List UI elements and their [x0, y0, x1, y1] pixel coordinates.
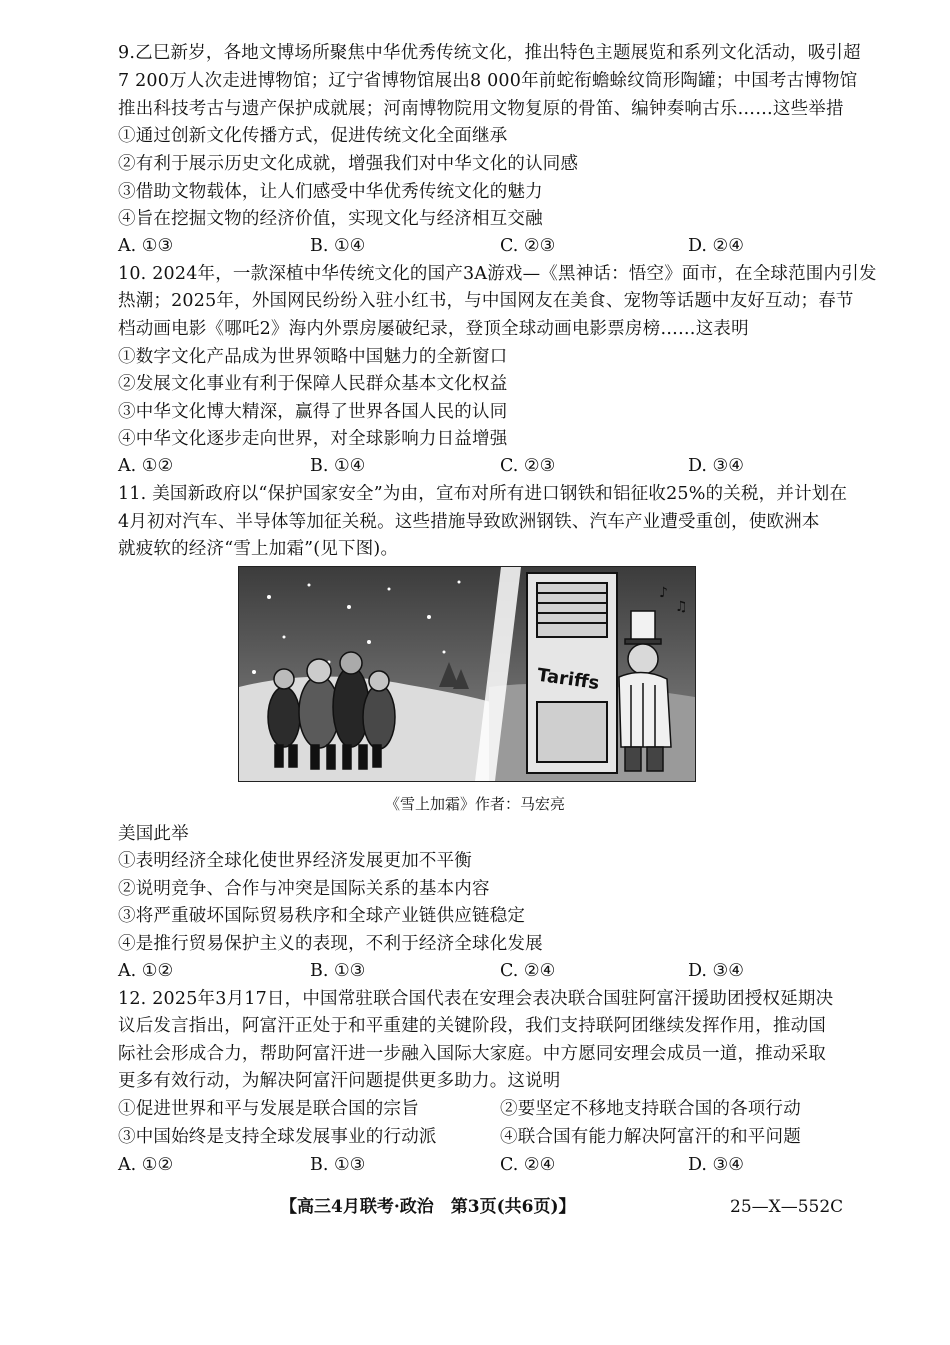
- svg-text:♫: ♫: [675, 599, 688, 615]
- q9-statement-1: ①通过创新文化传播方式，促进传统文化全面继承: [118, 126, 508, 146]
- q12-line-2: 议后发言指出，阿富汗正处于和平重建的关键阶段，我们支持联阿团继续发挥作用，推动国: [118, 1016, 826, 1036]
- q12-statement-4: ④联合国有能力解决阿富汗的和平问题: [500, 1127, 801, 1147]
- q10-options: [118, 454, 838, 478]
- q9-option-c[interactable]: C. ②③: [500, 236, 556, 256]
- q9-option-b[interactable]: B. ①④: [310, 236, 366, 256]
- q9-option-a[interactable]: A. ①③: [118, 236, 174, 256]
- q11-statement-4: ④是推行贸易保护主义的表现，不利于经济全球化发展: [118, 934, 543, 954]
- q10-option-c[interactable]: C. ②③: [500, 456, 556, 476]
- tariffs-sign: Tariffs: [535, 664, 601, 695]
- q11-option-b[interactable]: B. ①③: [310, 961, 366, 981]
- footer-code: 25—X—552C: [730, 1197, 844, 1217]
- q11-statement-3: ③将严重破坏国际贸易秩序和全球产业链供应链稳定: [118, 906, 526, 926]
- q11-option-d[interactable]: D. ③④: [688, 961, 744, 981]
- q11-options: [118, 959, 838, 983]
- q9-line-1: 9.乙巳新岁，各地文博场所聚焦中华优秀传统文化，推出特色主题展览和系列文化活动，吸引超: [118, 43, 861, 63]
- q10-option-a[interactable]: A. ①②: [118, 456, 174, 476]
- q12-statement-1: ①促进世界和平与发展是联合国的宗旨: [118, 1099, 419, 1119]
- q11-statement-1: ①表明经济全球化使世界经济发展更加不平衡: [118, 851, 472, 871]
- q10-statement-2: ②发展文化事业有利于保障人民群众基本文化权益: [118, 374, 508, 394]
- q10-option-d[interactable]: D. ③④: [688, 456, 744, 476]
- q10-option-b[interactable]: B. ①④: [310, 456, 366, 476]
- q9-option-d[interactable]: D. ②④: [688, 236, 744, 256]
- q11-option-c[interactable]: C. ②④: [500, 961, 556, 981]
- cartoon-caption: 《雪上加霜》作者：马宏亮: [384, 795, 565, 813]
- q12-line-3: 际社会形成合力，帮助阿富汗进一步融入国际大家庭。中方愿同安理会成员一道，推动采取: [118, 1044, 826, 1064]
- q10-statement-4: ④中华文化逐步走向世界，对全球影响力日益增强: [118, 429, 508, 449]
- q12-line-1: 12. 2025年3月17日，中国常驻联合国代表在安理会表决联合国驻阿富汗援助团授权延期决: [118, 989, 834, 1009]
- q12-statement-2: ②要坚定不移地支持联合国的各项行动: [500, 1099, 801, 1119]
- q12-option-a[interactable]: A. ①②: [118, 1155, 174, 1175]
- q9-statement-3: ③借助文物载体，让人们感受中华优秀传统文化的魅力: [118, 182, 543, 202]
- q12-option-b[interactable]: B. ①③: [310, 1155, 366, 1175]
- svg-text:♪: ♪: [659, 585, 668, 601]
- q12-options: [118, 1153, 838, 1177]
- q10-line-3: 档动画电影《哪吒2》海内外票房屡破纪录，登顶全球动画电影票房榜……这表明: [118, 319, 749, 339]
- q11-statement-2: ②说明竞争、合作与冲突是国际关系的基本内容: [118, 879, 490, 899]
- q12-line-4: 更多有效行动，为解决阿富汗问题提供更多助力。这说明: [118, 1071, 561, 1091]
- q10-line-2: 热潮；2025年，外国网民纷纷入驻小红书，与中国网友在美食、宠物等话题中友好互动；春节: [118, 291, 854, 311]
- q11-stem: 美国此举: [118, 824, 189, 844]
- q12-statement-3: ③中国始终是支持全球发展事业的行动派: [118, 1127, 437, 1147]
- q9-options: [118, 234, 838, 258]
- footer-title: 【高三4月联考·政治 第3页(共6页)】: [280, 1197, 576, 1217]
- q9-statement-4: ④旨在挖掘文物的经济价值，实现文化与经济相互交融: [118, 209, 543, 229]
- q10-line-1: 10. 2024年，一款深植中华传统文化的国产3A游戏—《黑神话：悟空》面市，在全球范围内引发: [118, 264, 877, 284]
- q12-option-c[interactable]: C. ②④: [500, 1155, 556, 1175]
- q11-line-2: 4月初对汽车、半导体等加征关税。这些措施导致欧洲钢铁、汽车产业遭受重创，使欧洲本: [118, 512, 820, 532]
- q12-option-d[interactable]: D. ③④: [688, 1155, 744, 1175]
- q9-line-2: 7 200万人次走进博物馆；辽宁省博物馆展出8 000年前蛇衔蟾蜍纹筒形陶罐；中国考古博物馆: [118, 71, 858, 91]
- q11-line-1: 11. 美国新政府以“保护国家安全”为由，宣布对所有进口钢铁和铝征收25%的关税，并计划在: [118, 484, 848, 504]
- cartoon-image: [238, 566, 696, 782]
- q11-line-3: 就疲软的经济“雪上加霜”(见下图)。: [118, 539, 399, 559]
- q9-statement-2: ②有利于展示历史文化成就，增强我们对中华文化的认同感: [118, 154, 579, 174]
- q9-line-3: 推出科技考古与遗产保护成就展；河南博物院用文物复原的骨笛、编钟奏响古乐……这些举措: [118, 99, 844, 119]
- q11-option-a[interactable]: A. ①②: [118, 961, 174, 981]
- cartoon-illustration: [239, 567, 695, 781]
- q10-statement-1: ①数字文化产品成为世界领略中国魅力的全新窗口: [118, 347, 508, 367]
- q10-statement-3: ③中华文化博大精深，赢得了世界各国人民的认同: [118, 402, 508, 422]
